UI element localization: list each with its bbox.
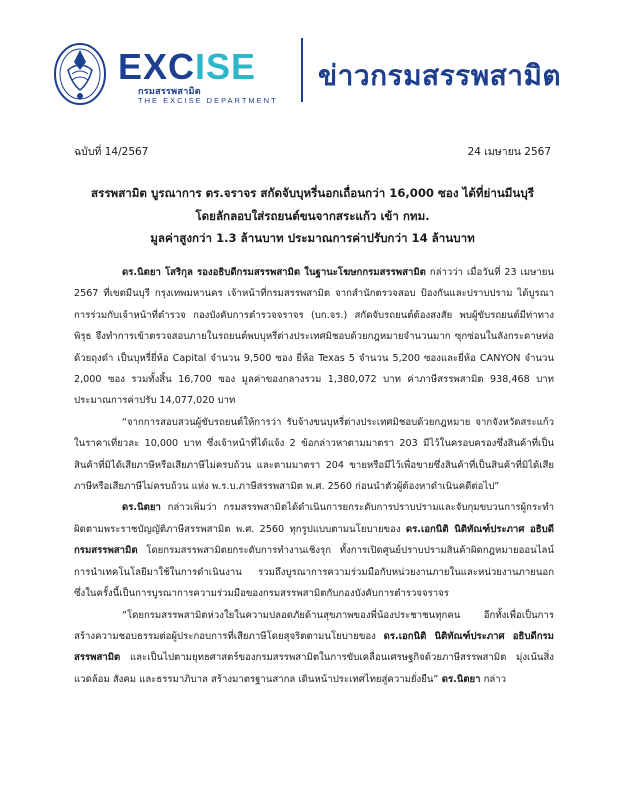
- quote-1: “จากการสอบสวนผู้ขับรถยนต์ให้การว่า รับจ้างขนบุหรี่ต่างประเทศมิชอบด้วยกฎหมาย จากจังหวัดสระแก้ว ในราคาเที่ยวละ 10,000 บาท ซึ่งเจ้าหน้าที่ได้แจ้ง 2 ข้อกล่าวหาตามมาตรา 203 มีไว้ในครอบครองซึ่งสินค้าที่เป็นสินค้าที่มิได้เสียภาษีหรือเสียภาษีไม่ครบถ้วน และตามมาตรา 204 ขายหรือมีไว้เพื่อขายซึ่งสินค้าที่เป็นสินค้าที่มิได้เสียภาษีหรือเสียภาษีไม่ครบถ้วน แห่ง พ.ร.บ.ภาษีสรรพสามิต พ.ศ. 2560 ก่อนนำตัวผู้ต้องหาดำเนินคดีต่อไป”: [74, 416, 554, 493]
- director-general-name: ดร.เอกนิติ นิติทัณฑ์ประภาศ อธิบดีกรมสรรพสามิต: [74, 523, 554, 557]
- headline: [40, 182, 585, 250]
- article-body: [74, 262, 554, 690]
- issue-number: ฉบับที่ 14/2567: [74, 146, 149, 158]
- header-divider: [301, 38, 303, 102]
- excise-logo: [118, 48, 288, 114]
- quote-2: “โดยกรมสรรพสามิตห่วงใยในความปลอดภัยด้านสุขภาพของพี่น้องประชาชนทุกคน อีกทั้งเพื่อเป็นการสร้างความชอบธรรมต่อผู้ประกอบการที่เสียภาษีโดยสุจริตตามนโยบายของ ดร.เอกนิติ นิติทัณฑ์ประภาศ อธิบดีกรมสรรพสามิต และเป็นไปตามยุทธศาสตร์ของกรมสรรพสามิตในการขับเคลื่อนเศรษฐกิจด้วยภาษีสรรพสามิต มุ่งเน้นสิ่งแวดล้อม สังคม และธรรมาภิบาล สร้างมาตรฐานสากล เดินหน้าประเทศไทยสู่ความยั่งยืน” ดร.นิตยา กล่าว: [74, 609, 554, 685]
- headline-line-2: โดยลักลอบใส่รถยนต์ขนจากสระแก้ว เข้า กทม.: [195, 208, 430, 223]
- paragraph-2: ดร.นิตยา กล่าวเพิ่มว่า กรมสรรพสามิตได้ดำเนินการยกระดับการปราบปรามและจับกุมขบวนการผู้กระทำผิดตามพระราชบัญญัติภาษีสรรพสามิต พ.ศ. 2560 ทุกรูปแบบตามนโยบายของ ดร.เอกนิติ นิติทัณฑ์ประภาศ อธิบดีกรมสรรพสามิต โดยกรมสรรพสามิตยกระดับการทำงานเชิงรุก ทั้งการเปิดศูนย์ปราบปรามสินค้าผิดกฎหมายออนไลน์ การนำเทคโนโลยีมาใช้ในการดำเนินงาน รวมถึงบูรณาการความร่วมมือกับหน่วยงานภายในและหน่วยงานภายนอก ซึ่งในครั้งนี้เป็นการบูรณาการความร่วมมือของกรมสรรพสามิตกับกองบังคับการตำรวจจราจร: [74, 502, 554, 600]
- news-title: ข่าวกรมสรรพสามิต: [318, 59, 562, 92]
- paragraph-1: ดร.นิตยา โสริกุล รองอธิบดีกรมสรรพสามิต ในฐานะโฆษกกรมสรรพสามิต กล่าวว่า เมื่อวันที่ 23 เมษายน 2567 ที่เขตมีนบุรี กรุงเทพมหานคร เจ้าหน้าที่กรมสรรพสามิต จากสำนักตรวจสอบ ป้องกันและปราบปราม ได้บูรณาการร่วมกับเจ้าหน้าที่ตำรวจ กองบังคับการตำรวจจราจร (บก.จร.) สกัดจับรถยนต์ต้องสงสัย พบผู้ขับรถยนต์มีท่าทางพิรุธ จึงทำการเข้าตรวจสอบภายในรถยนต์พบบุหรี่ต่างประเทศมิชอบด้วยกฎหมายจำนวนมาก ซุกซ่อนในลังกระดาษห่อด้วยถุงดำ เป็นบุหรี่ยี่ห้อ Capital จำนวน 9,500 ซอง ยี่ห้อ Texas 5 จำนวน 5,200 ซองและยี่ห้อ CANYON จำนวน 2,000 ซอง รวมทั้งสิ้น 16,700 ซอง มูลค่าของกลางรวม 1,380,072 บาท ค่าภาษีสรรพสามิต 938,468 บาท ประมาณการค่าปรับ 14,077,020 บาท: [74, 267, 554, 407]
- document-header: [0, 0, 625, 120]
- headline-line-1: สรรพสามิต บูรณาการ ตร.จราจร สกัดจับบุหรี่นอกเถื่อนกว่า 16,000 ซอง ได้ที่ย่านมีนบุรี: [91, 186, 534, 200]
- logo-wordmark: EXCISE: [118, 46, 257, 87]
- headline-line-3: มูลค่าสูงกว่า 1.3 ล้านบาท ประมาณการค่าปรับกว่า 14 ล้านบาท: [150, 231, 475, 245]
- excise-seal-icon: [52, 40, 108, 106]
- release-date: 24 เมษายน 2567: [467, 146, 551, 158]
- logo-thai-name: กรมสรรพสามิต: [138, 87, 201, 97]
- spokesperson-name: ดร.นิตยา โสริกุล รองอธิบดีกรมสรรพสามิต ในฐานะโฆษกกรมสรรพสามิต: [122, 267, 426, 278]
- logo-english-name: THE EXCISE DEPARTMENT: [138, 96, 278, 105]
